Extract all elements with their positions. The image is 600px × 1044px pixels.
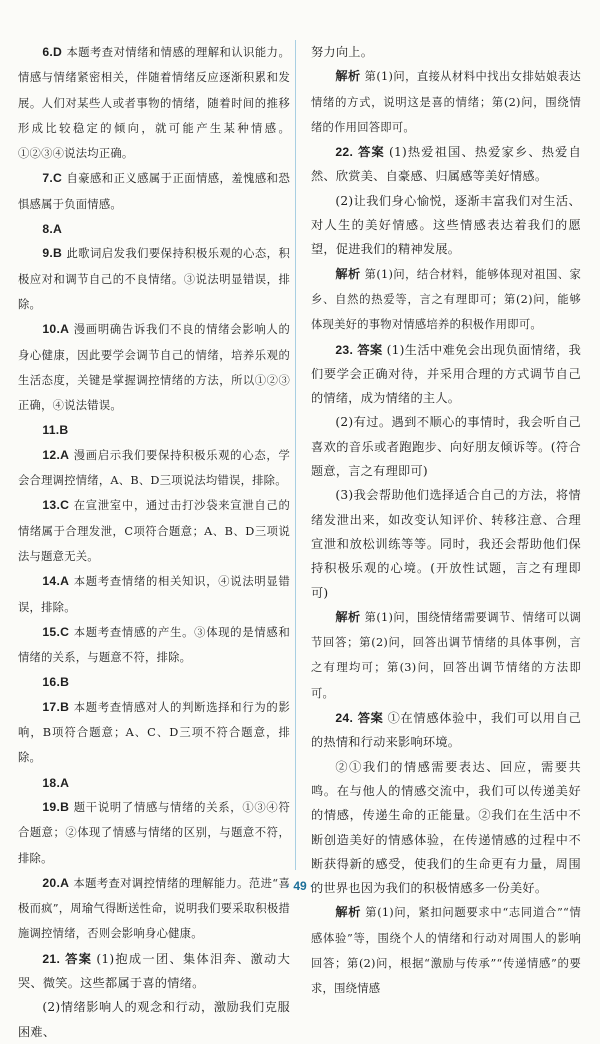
answer-tag: 答案: [357, 342, 383, 357]
answer-paragraph: [18, 166, 290, 217]
answer-text: (2)情绪影响人的观念和行动，激励我们克服困难、: [18, 1000, 290, 1039]
question-number: 6.D: [42, 45, 63, 59]
answer-paragraph: [311, 900, 581, 1001]
answer-tag: 答案: [358, 145, 385, 160]
question-number: 8.A: [42, 222, 63, 237]
answer-text: 本题考查对调控情绪的理解能力。范进“喜极而疯”，周瑜气得断送性命，说明我们要采取积极措施调控情绪，否则会影响身心健康。: [18, 876, 291, 941]
answer-paragraph: [18, 771, 290, 795]
answer-text: ②①我们的情感需要表达、回应，需要共鸣。在与他人的情感交流中，我们可以传递美好的情感，传递生命的正能量。②我们在生活中不断创造美好的情感体验，在传递情感的过程中不断获得新的感受，使我们的生命更有力量，周围的世界也因为我们的积极情感多一份美好。: [311, 759, 581, 896]
answer-text: 自豪感和正义感属于正面情感，羞愧感和恐惧感属于负面情感。: [18, 172, 290, 211]
answer-tag: 解析: [335, 266, 361, 281]
answer-text: ①在情感体验中，我们可以用自己的热情和行动来影响环境。: [311, 711, 582, 750]
answer-paragraph: [18, 40, 290, 166]
answer-paragraph: [18, 995, 290, 1044]
question-number: 17.B: [42, 699, 70, 714]
answer-text: 第(1)问，围绕情绪需要调节、情绪可以调节回答；第(2)问，回答出调节情绪的具体事例，言之有理均可；第(3)问，回答出调节情绪的方法即可。: [311, 610, 581, 700]
answer-paragraph: [311, 410, 581, 483]
left-column: [18, 40, 290, 1044]
answer-text: 努力向上。: [311, 45, 374, 59]
answer-tag: 答案: [357, 711, 384, 726]
answer-paragraph: [311, 189, 581, 262]
answer-text: 第(1)问，结合材料，能够体现对祖国、家乡、自然的热爱等，言之有理即可；第(2)问，能够体现美好的事物对情感培养的积极作用即可。: [311, 267, 581, 332]
question-number: 19.B: [42, 799, 70, 814]
answer-text: (1)生活中难免会出现负面情绪，我们要学会正确对待，并采用合理的方式调节自己的情绪，成为情绪的主人。: [311, 342, 582, 406]
answer-paragraph: [18, 695, 290, 771]
answer-paragraph: [311, 605, 581, 706]
answer-paragraph: [18, 443, 290, 494]
answer-paragraph: [311, 140, 581, 189]
answer-paragraph: [18, 493, 290, 569]
question-number: 22.: [335, 145, 354, 160]
question-number: 12.A: [42, 447, 70, 462]
question-number: 18.A: [42, 775, 70, 790]
question-number: 13.C: [42, 498, 70, 513]
answer-text: 在宣泄室中，通过击打沙袋来宣泄自己的情绪属于合理发泄，C项符合题意；A、B、D三项说法与题意无关。: [18, 499, 290, 563]
question-number: 14.A: [42, 574, 70, 589]
answer-paragraph: [311, 40, 581, 64]
answer-text: (2)让我们身心愉悦，逐渐丰富我们对生活、对人生的美好情感。这些情感表达着我们的愿望，促进我们的精神发展。: [311, 193, 581, 257]
answer-paragraph: [18, 241, 290, 317]
answer-text: (1)热爱祖国、热爱家乡、热爱自然、欣赏美、自豪感、归属感等美好情感。: [311, 145, 582, 184]
answer-tag: 解析: [335, 69, 361, 84]
question-number: 24.: [335, 711, 354, 726]
answer-text: 本题考查情感对人的判断选择和行为的影响，B项符合题意；A、C、D三项不符合题意，排除。: [18, 700, 290, 765]
column-divider: [295, 40, 296, 870]
answer-paragraph: [18, 317, 290, 418]
question-number: 15.C: [42, 624, 70, 639]
answer-text: 本题考查情绪的相关知识，④说法明显错误，排除。: [18, 575, 290, 614]
answer-text: 第(1)问，紧扣问题要求中“志同道合”“情感体验”等，围绕个人的情绪和行动对周围人的影响回答；第(2)问，根据“激励与传承”“传递情感”的要求，围绕情感: [311, 906, 581, 996]
answer-paragraph: [18, 217, 290, 241]
answer-text: 第(1)问，直接从材料中找出女排姑娘表达情绪的方式，说明这是喜的情绪；第(2)问，围绕情绪的作用回答即可。: [311, 70, 581, 134]
answer-text: (3)我会帮助他们选择适合自己的方法，将情绪发泄出来，如改变认知评价、转移注意、合理宣泄和放松训练等等。同时，我还会帮助他们保持积极乐观的心境。(开放性试题，言之有理即可): [311, 488, 581, 600]
question-number: 9.B: [42, 246, 63, 261]
answer-text: 本题考查情感的产生。③体现的是情感和情绪的关系，与题意不符，排除。: [18, 625, 290, 665]
answer-paragraph: [18, 670, 290, 694]
answer-paragraph: [311, 64, 581, 140]
answer-tag: 解析: [335, 905, 362, 920]
answer-text: (1)抱成一团、集体泪奔、激动大哭、微笑。这些都属于喜的情绪。: [18, 951, 291, 990]
answer-tag: 答案: [65, 951, 93, 966]
answer-paragraph: [18, 418, 290, 442]
answer-text: 漫画启示我们要保持积极乐观的心态，学会合理调控情绪，A、B、D三项说法均错误，排除。: [18, 448, 290, 488]
answer-text: 本题考查对情绪和情感的理解和认识能力。情感与情绪紧密相关，伴随着情绪反应逐渐积累和发展。人们对某些人或者事物的情绪，随着时间的推移形成比较稳定的倾向，就可能产生某种情感。①②③④说法均正确。: [18, 46, 290, 161]
answer-paragraph: [18, 947, 290, 996]
right-column: [311, 40, 581, 1002]
question-number: 16.B: [42, 675, 70, 690]
question-number: 21.: [42, 951, 61, 966]
answer-paragraph: [311, 338, 581, 411]
question-number: 10.A: [42, 322, 70, 337]
question-number: 23.: [335, 342, 354, 357]
answer-paragraph: [18, 569, 290, 620]
question-number: 20.A: [42, 875, 70, 890]
answer-text: 漫画明确告诉我们不良的情绪会影响人的身心健康，因此要学会调节自己的情绪，培养乐观的生活态度，关键是掌握调控情绪的方法，所以①②③正确，④说法错误。: [18, 323, 290, 413]
question-number: 7.C: [42, 171, 63, 186]
answer-tag: 解析: [335, 609, 361, 624]
page-number: · 49 ·: [285, 879, 314, 893]
answer-paragraph: [18, 620, 290, 671]
answer-paragraph: [311, 483, 581, 604]
answer-paragraph: [311, 262, 581, 338]
answer-text: 此歌词启发我们要保持积极乐观的心态，积极应对和调节自己的不良情绪。③说法明显错误，排除。: [18, 247, 290, 311]
answer-text: (2)有过。遇到不顺心的事情时，我会听自己喜欢的音乐或者跑跑步、向好朋友倾诉等。(符合题意，言之有理即可): [311, 415, 581, 479]
answer-paragraph: [311, 706, 581, 755]
question-number: 11.B: [42, 423, 69, 438]
answer-text: 题干说明了情感与情绪的关系，①③④符合题意；②体现了情感与情绪的区别，与题意不符，排除。: [18, 800, 290, 865]
answer-paragraph: [18, 795, 290, 871]
